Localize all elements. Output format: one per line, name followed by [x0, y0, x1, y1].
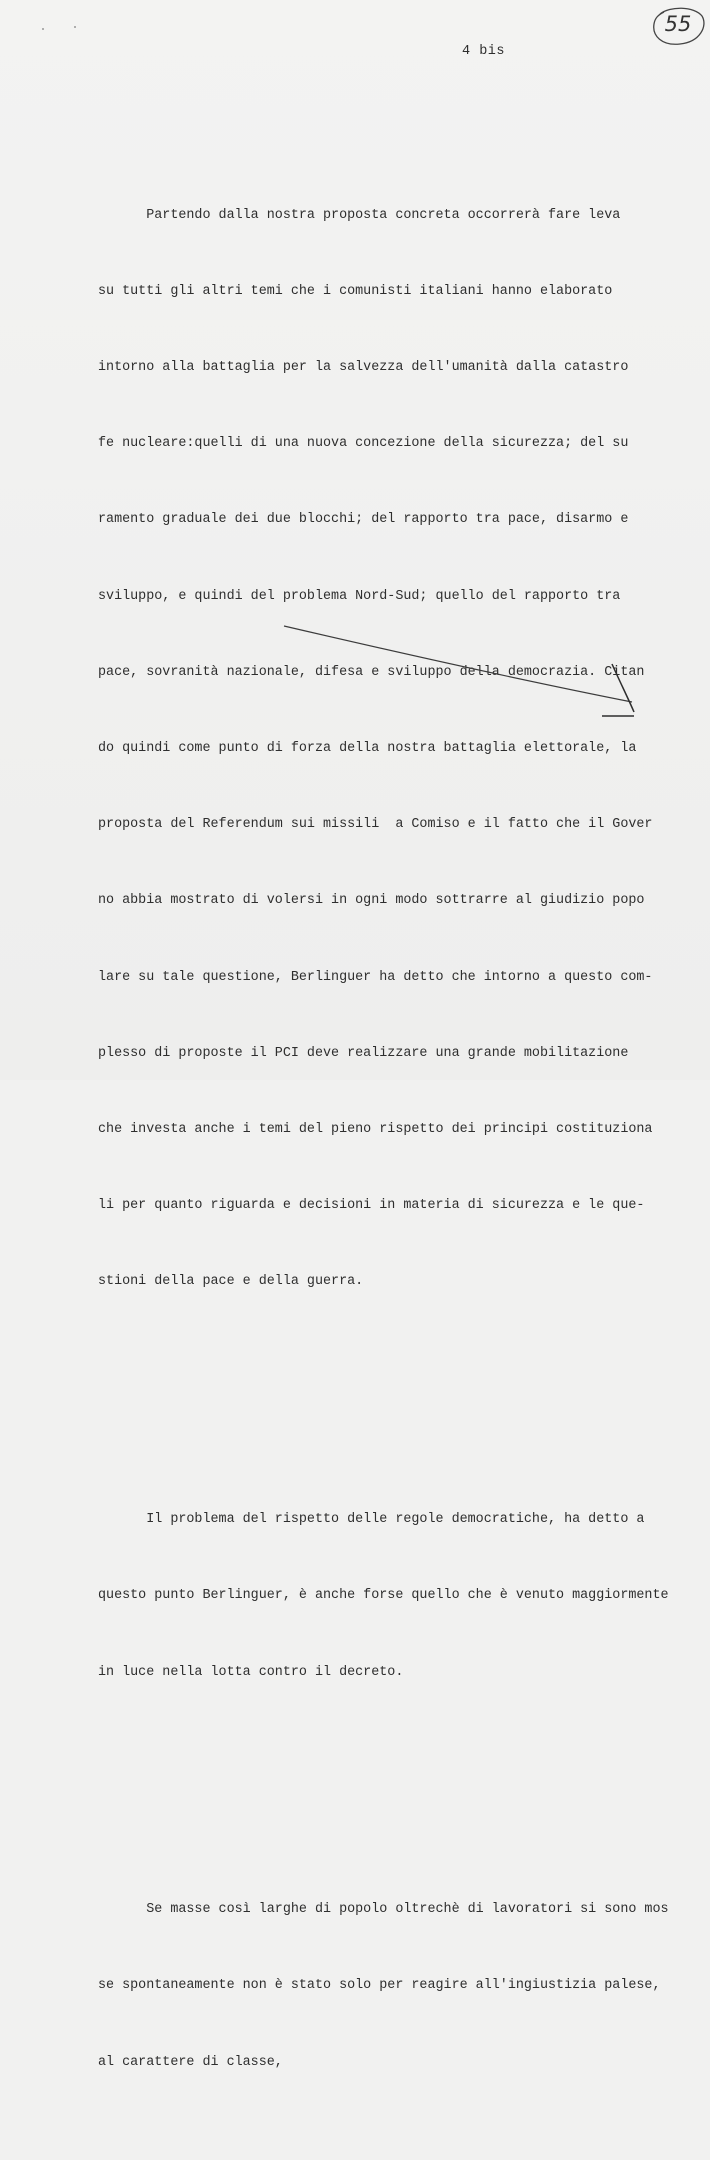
- archive-number: 55: [664, 12, 692, 36]
- text-line: Partendo dalla nostra proposta concreta occorrerà fare leva: [98, 207, 621, 223]
- text-line: li per quanto riguarda e decisioni in materia di sicurezza e le que-: [98, 1198, 645, 1214]
- text-line: stioni della pace e della guerra.: [98, 1274, 364, 1290]
- text-line: su tutti gli altri temi che i comunisti italiani hanno elaborato: [98, 283, 613, 299]
- text-line: sviluppo, e quindi del problema Nord-Sud; quello del rapporto tra: [98, 588, 621, 604]
- text-line: lare su tale questione, Berlinguer ha detto che intorno a questo com-: [98, 969, 653, 985]
- page-label: 4 bis: [462, 44, 506, 59]
- text-line: intorno alla battaglia per la salvezza dell'umanità dalla catastro: [98, 360, 629, 376]
- paper-speck: [42, 28, 44, 30]
- paragraph: [98, 1456, 678, 1735]
- text-line: ramento graduale dei due blocchi; del rapporto tra pace, disarmo e: [98, 512, 629, 528]
- paragraph: [98, 1846, 678, 2125]
- text-line: in luce nella lotta contro il decreto.: [98, 1664, 404, 1680]
- text-line: al carattere di classe,: [98, 2054, 283, 2070]
- text-line: do quindi come punto di forza della nostra battaglia elettorale, la: [98, 741, 637, 757]
- body-text: [98, 101, 678, 2160]
- text-line: no abbia mostrato di volersi in ogni modo sottrarre al giudizio popo: [98, 893, 645, 909]
- text-line: se spontaneamente non è stato solo per reagire all'ingiustizia palese,: [98, 1978, 661, 1994]
- text-line: che investa anche i temi del pieno rispetto dei principi costituziona: [98, 1122, 653, 1138]
- text-line: proposta del Referendum sui missili a Comiso e il fatto che il Gover: [98, 817, 653, 833]
- archive-number-stamp: [650, 6, 706, 46]
- paragraph: [98, 152, 678, 1346]
- text-line: Se masse così larghe di popolo oltrechè di lavoratori si sono mos: [98, 1902, 669, 1918]
- handwritten-arrow-icon: [280, 620, 650, 730]
- text-line: plesso di proposte il PCI deve realizzare una grande mobilitazione: [98, 1045, 629, 1061]
- text-line: fe nucleare:quelli di una nuova concezione della sicurezza; del su: [98, 436, 629, 452]
- text-line: pace, sovranità nazionale, difesa e sviluppo della democrazia. Citan: [98, 664, 645, 680]
- paper-speck: [74, 26, 76, 28]
- text-line: questo punto Berlinguer, è anche forse quello che è venuto maggiormente: [98, 1588, 669, 1604]
- text-line: Il problema del rispetto delle regole democratiche, ha detto a: [98, 1512, 645, 1528]
